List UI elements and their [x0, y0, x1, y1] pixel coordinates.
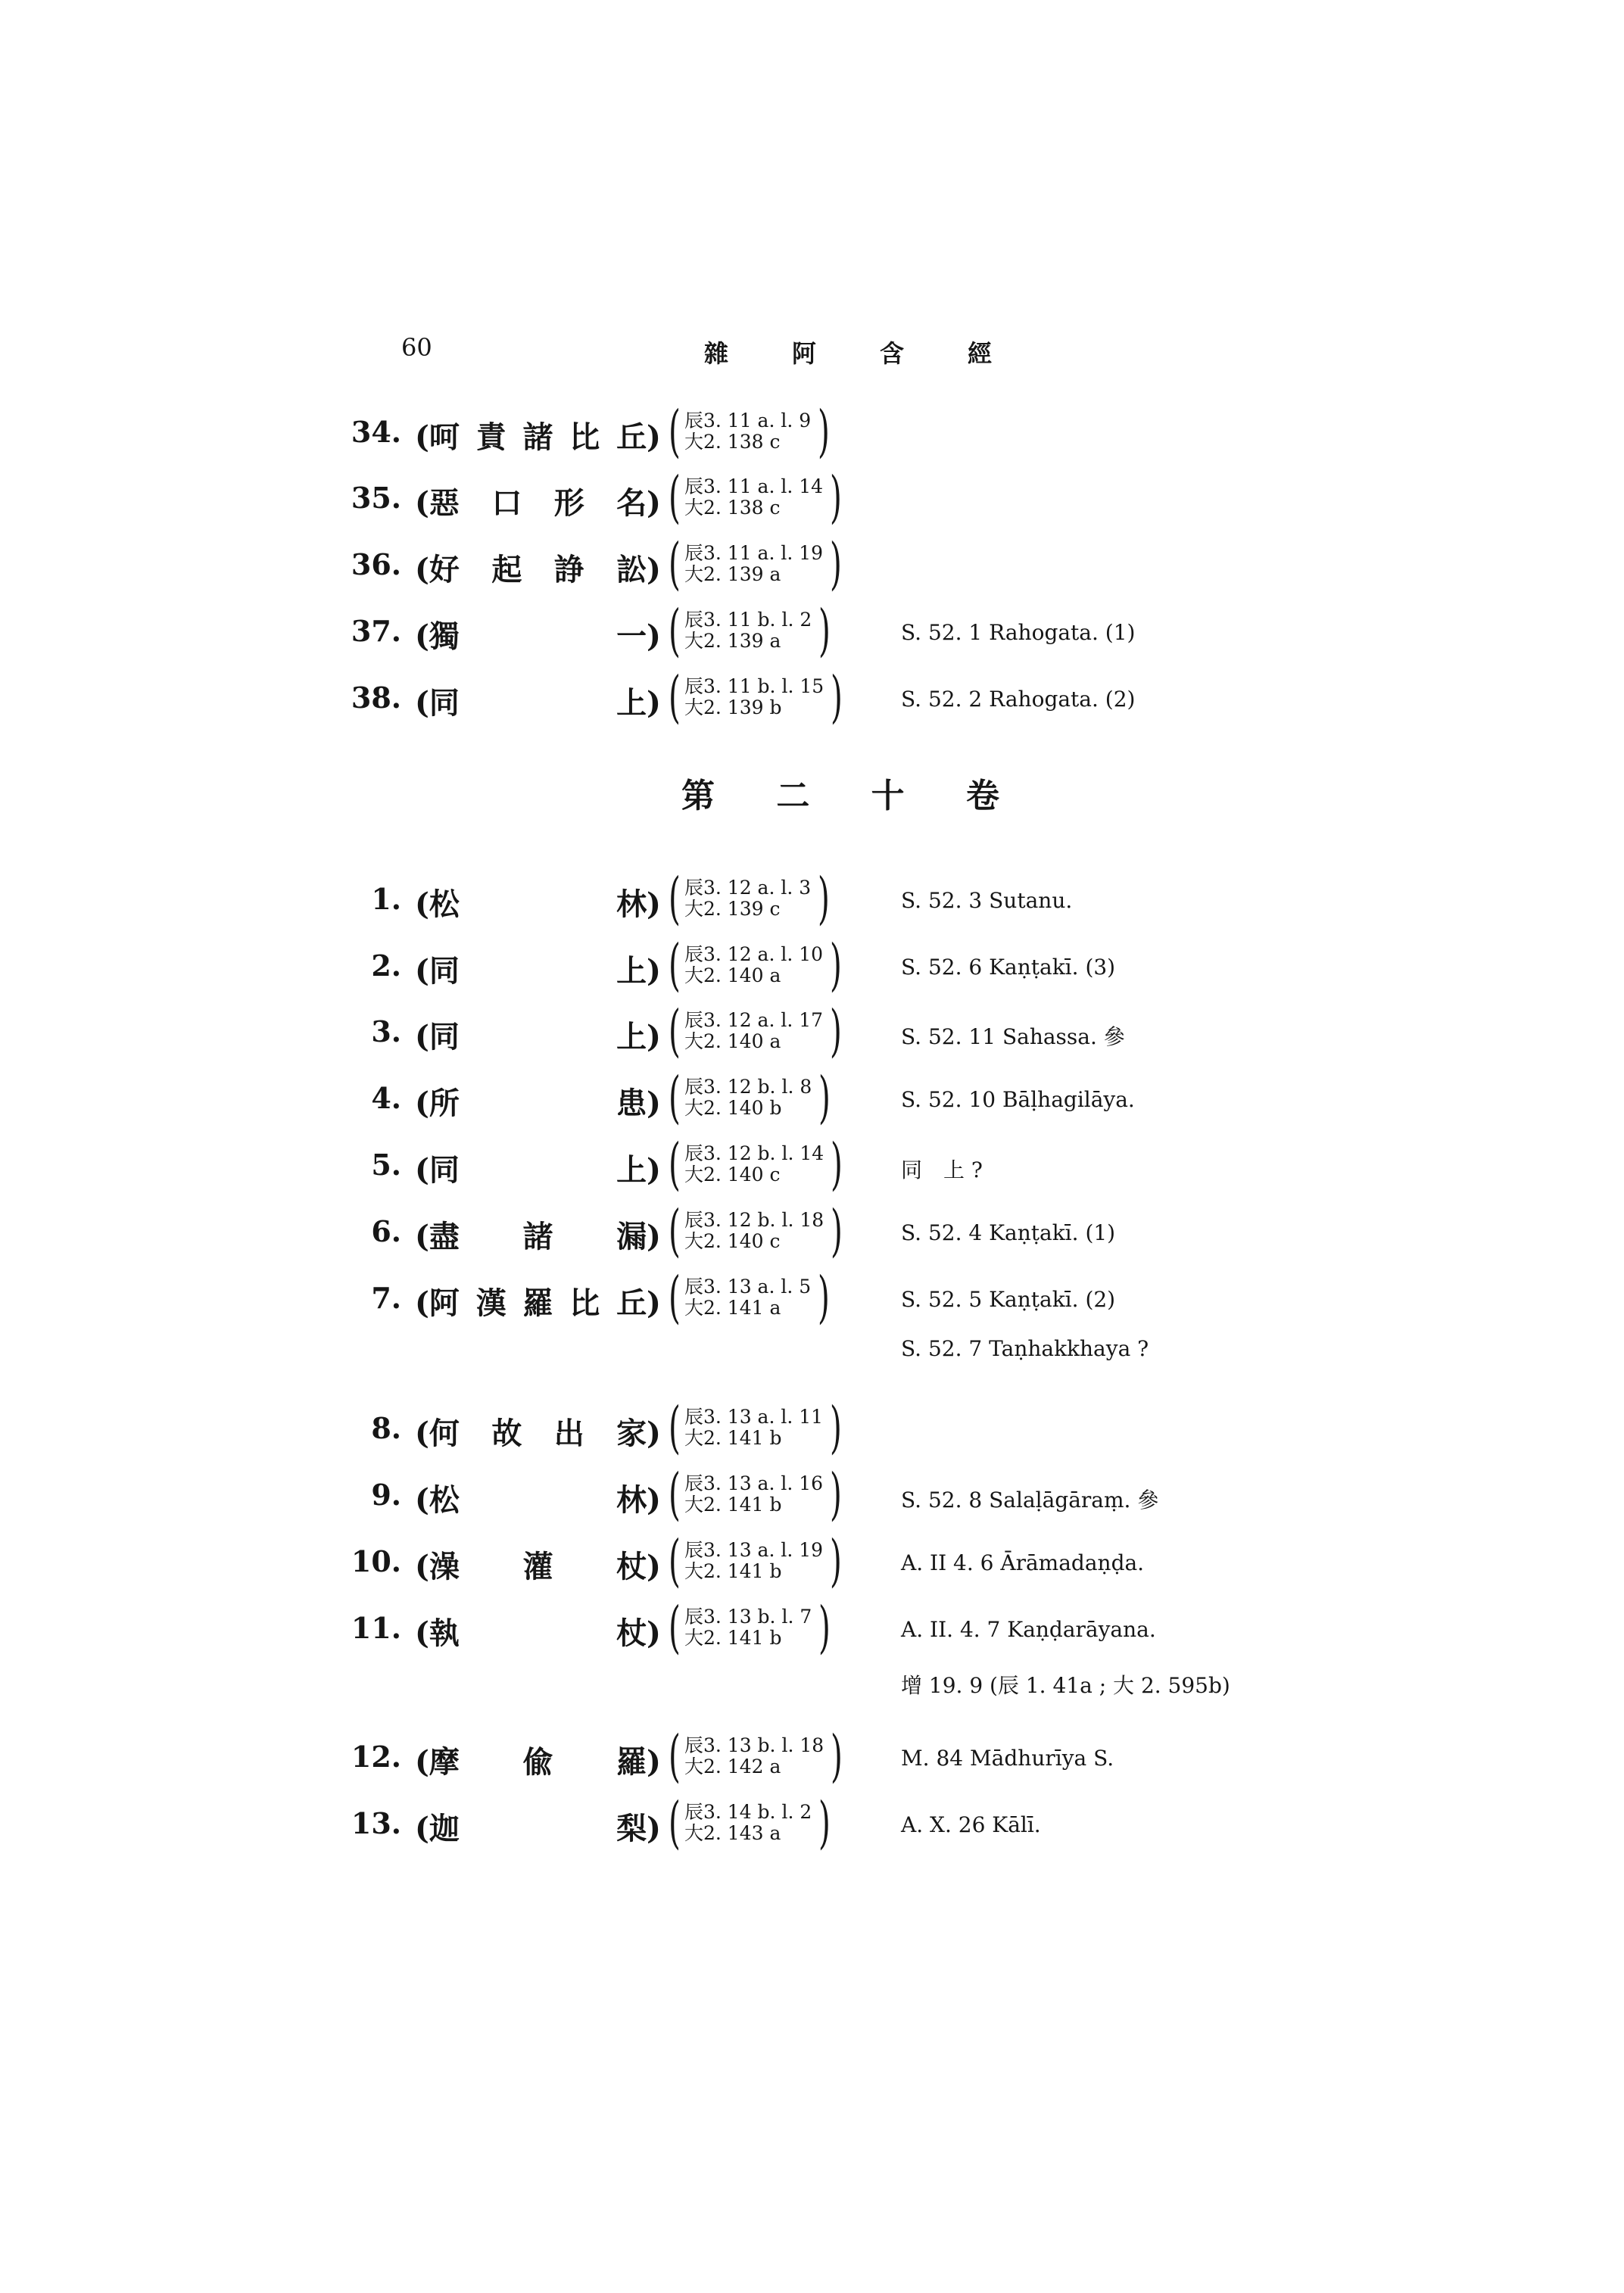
- reference-taisho: 大2. 140 a: [684, 964, 781, 986]
- close-bracket: ): [831, 665, 843, 730]
- sutra-row: [0, 933, 1624, 998]
- open-bracket: (: [668, 399, 681, 464]
- sutra-number: 5.: [371, 1148, 401, 1182]
- sutra-title-part: (同: [415, 1019, 460, 1055]
- edition-references: [665, 401, 869, 462]
- sutra-title: [415, 1543, 661, 1586]
- edition-references: [665, 1726, 869, 1787]
- open-bracket: (: [668, 933, 681, 998]
- sutra-number: 9.: [371, 1478, 401, 1512]
- edition-references: [665, 933, 869, 998]
- open-bracket: (: [668, 866, 681, 931]
- reference-stack: [684, 1802, 812, 1844]
- edition-references: [665, 1790, 869, 1855]
- reference-stack: [684, 476, 823, 519]
- sutra-title: [415, 947, 661, 990]
- edition-references: [665, 1528, 869, 1594]
- sutra-title-part: 故: [491, 1416, 522, 1451]
- page-number: 60: [401, 333, 432, 362]
- close-bracket: ): [831, 1198, 843, 1263]
- sutra-row: [0, 600, 1624, 661]
- sutra-row: [0, 467, 1624, 528]
- edition-references: [665, 1267, 869, 1328]
- close-bracket: ): [830, 1395, 842, 1460]
- sutra-number: 6.: [371, 1214, 401, 1248]
- sutra-title-part: 比: [569, 419, 600, 455]
- sutra-title: [415, 1279, 661, 1323]
- reference-taisho: 大2. 139 b: [684, 696, 782, 718]
- reference-taisho: 大2. 140 c: [684, 1230, 781, 1252]
- close-bracket: ): [830, 999, 842, 1064]
- sutra-number: 34.: [351, 415, 401, 449]
- sutra-row: [0, 999, 1624, 1064]
- close-bracket: ): [830, 465, 842, 530]
- sutra-number: 35.: [351, 481, 401, 515]
- pali-parallel: M. 84 Mādhurīya S.: [901, 1746, 1114, 1771]
- open-bracket: (: [668, 1724, 681, 1789]
- pali-parallel: S. 52. 6 Kaṇṭakī. (3): [901, 955, 1116, 980]
- close-bracket: ): [818, 866, 830, 931]
- sutra-row: [0, 1597, 1624, 1658]
- reference-taisho: 大2. 141 b: [684, 1427, 782, 1449]
- reference-chen: 辰3. 13 a. l. 5: [684, 1276, 812, 1298]
- sutra-title-part: 羅: [522, 1285, 553, 1321]
- sutra-title-part: 上): [616, 1019, 661, 1055]
- edition-references: [665, 1464, 869, 1525]
- pali-parallel: A. II 4. 6 Ārāmadaṇḍa.: [901, 1550, 1145, 1575]
- sutra-title: [415, 1410, 661, 1453]
- sutra-number: 13.: [351, 1806, 401, 1840]
- reference-taisho: 大2. 140 b: [684, 1097, 782, 1119]
- sutra-number: 38.: [351, 681, 401, 715]
- edition-references: [665, 868, 869, 929]
- sutra-title: [415, 1146, 661, 1189]
- reference-taisho: 大2. 138 c: [684, 497, 781, 519]
- edition-references: [665, 999, 869, 1064]
- pali-parallel: S. 52. 1 Rahogata. (1): [901, 620, 1136, 645]
- sutra-title: [415, 679, 661, 722]
- running-head-char: 經: [967, 339, 992, 368]
- sutra-title: [415, 1013, 661, 1056]
- sutra-row: [0, 1198, 1624, 1263]
- reference-chen: 辰3. 11 b. l. 2: [684, 609, 812, 631]
- sutra-number: 11.: [351, 1611, 401, 1645]
- reference-chen: 辰3. 12 b. l. 14: [684, 1142, 824, 1164]
- sutra-title: [415, 1738, 661, 1781]
- sutra-title-part: (呵: [415, 419, 460, 455]
- reference-chen: 辰3. 12 a. l. 10: [684, 943, 824, 965]
- close-bracket: ): [831, 1724, 843, 1789]
- reference-taisho: 大2. 141 b: [684, 1627, 782, 1649]
- sutra-number: 37.: [351, 614, 401, 648]
- reference-stack: [684, 1010, 823, 1052]
- reference-chen: 辰3. 13 a. l. 11: [684, 1406, 824, 1428]
- sutra-row: [0, 1397, 1624, 1458]
- sutra-row: [0, 868, 1624, 929]
- reference-stack: [684, 1143, 824, 1185]
- close-bracket: ): [830, 933, 842, 998]
- sutra-title-part: 羅): [616, 1744, 661, 1780]
- open-bracket: (: [668, 531, 681, 597]
- sutra-title-part: (阿: [415, 1285, 460, 1321]
- close-bracket: ): [830, 1528, 842, 1594]
- edition-references: [665, 467, 869, 528]
- sutra-title-part: (好: [415, 552, 460, 587]
- sutra-title-part: 出: [553, 1416, 584, 1451]
- reference-taisho: 大2. 140 a: [684, 1030, 781, 1052]
- sutra-row: [0, 531, 1624, 597]
- pali-parallel: S. 52. 2 Rahogata. (2): [901, 687, 1136, 712]
- reference-stack: [684, 1210, 824, 1252]
- reference-stack: [684, 410, 811, 453]
- reference-stack: [684, 1735, 824, 1777]
- reference-stack: [684, 944, 823, 986]
- pali-parallel: A. X. 26 Kālī.: [901, 1812, 1041, 1837]
- sutra-number: 8.: [371, 1411, 401, 1445]
- sutra-title-part: 林): [616, 886, 661, 922]
- edition-references: [665, 1067, 869, 1128]
- running-head-char: 阿: [791, 339, 816, 368]
- sutra-title-part: 比: [569, 1285, 600, 1321]
- running-head-char: 雜: [704, 339, 729, 368]
- sutra-number: 10.: [351, 1544, 401, 1578]
- sutra-title-part: 丘): [616, 419, 661, 455]
- sutra-number: 36.: [351, 547, 401, 581]
- open-bracket: (: [668, 465, 681, 530]
- running-head-char: 含: [879, 339, 904, 368]
- reference-chen: 辰3. 14 b. l. 2: [684, 1801, 812, 1823]
- running-head: [704, 335, 992, 369]
- sutra-title: [415, 612, 661, 656]
- reference-stack: [684, 543, 823, 585]
- reference-stack: [684, 1473, 823, 1516]
- reference-taisho: 大2. 140 c: [684, 1164, 781, 1185]
- sutra-title-part: 形: [553, 485, 584, 521]
- sutra-title-part: (獨: [415, 618, 460, 654]
- sutra-title-part: (所: [415, 1086, 460, 1121]
- sutra-title-part: (何: [415, 1416, 460, 1451]
- sutra-title-part: (迦: [415, 1811, 460, 1846]
- edition-references: [665, 600, 869, 661]
- close-bracket: ): [830, 531, 842, 597]
- sutra-row: [0, 1067, 1624, 1128]
- pali-parallel: S. 52. 11 Sahassa. 參: [901, 1024, 1125, 1049]
- reference-chen: 辰3. 11 a. l. 19: [684, 542, 824, 564]
- sutra-title: [415, 1476, 661, 1519]
- reference-stack: [684, 877, 811, 920]
- sutra-title-part: 諸: [522, 1219, 553, 1254]
- sutra-title-part: (摩: [415, 1744, 460, 1780]
- close-bracket: ): [818, 1595, 831, 1660]
- sutra-title-part: (同: [415, 685, 460, 721]
- sutra-title-part: 諍: [553, 552, 584, 587]
- reference-chen: 辰3. 12 a. l. 3: [684, 877, 812, 899]
- open-bracket: (: [668, 1395, 681, 1460]
- open-bracket: (: [668, 1595, 681, 1660]
- sutra-title-part: 起: [491, 552, 522, 587]
- pali-parallel: S. 52. 3 Sutanu.: [901, 888, 1073, 913]
- reference-taisho: 大2. 141 b: [684, 1494, 782, 1516]
- close-bracket: ): [818, 1790, 831, 1855]
- juan-heading-char: 卷: [965, 777, 999, 815]
- open-bracket: (: [668, 1790, 681, 1855]
- open-bracket: (: [668, 1462, 681, 1527]
- reference-stack: [684, 1540, 823, 1582]
- close-bracket: ): [818, 1065, 831, 1130]
- close-bracket: ): [818, 1265, 830, 1330]
- close-bracket: ): [818, 399, 830, 464]
- sutra-title-part: (松: [415, 886, 460, 922]
- sutra-title-part: 口: [491, 485, 522, 521]
- sutra-title-part: 杖): [616, 1549, 661, 1584]
- sutra-title-part: 丘): [616, 1285, 661, 1321]
- juan-heading-char: 第: [681, 777, 715, 815]
- open-bracket: (: [668, 1528, 681, 1594]
- open-bracket: (: [668, 665, 681, 730]
- reference-chen: 辰3. 11 a. l. 9: [684, 410, 812, 431]
- reference-stack: [684, 609, 812, 652]
- reference-chen: 辰3. 11 b. l. 15: [684, 675, 824, 697]
- sutra-title: [415, 1609, 661, 1653]
- open-bracket: (: [668, 598, 681, 663]
- sutra-number: 3.: [371, 1014, 401, 1048]
- sutra-row: [0, 1726, 1624, 1787]
- sutra-title-part: (盡: [415, 1219, 460, 1254]
- reference-taisho: 大2. 139 c: [684, 898, 781, 920]
- sutra-row: [0, 1464, 1624, 1525]
- sutra-number: 1.: [371, 882, 401, 916]
- sutra-row: [0, 401, 1624, 462]
- reference-chen: 辰3. 13 a. l. 16: [684, 1472, 824, 1494]
- juan-heading-char: 二: [776, 777, 810, 815]
- pali-parallel: S. 52. 8 Salaḷāgāraṃ. 參: [901, 1488, 1159, 1513]
- reference-chen: 辰3. 11 a. l. 14: [684, 475, 824, 497]
- edition-references: [665, 531, 869, 597]
- reference-taisho: 大2. 138 c: [684, 431, 781, 453]
- edition-references: [665, 1597, 869, 1658]
- reference-chen: 辰3. 12 b. l. 18: [684, 1209, 824, 1231]
- reference-stack: [684, 676, 824, 718]
- reference-taisho: 大2. 139 a: [684, 563, 781, 585]
- reference-chen: 辰3. 12 a. l. 17: [684, 1009, 824, 1031]
- sutra-title-part: (松: [415, 1482, 460, 1518]
- juan-heading: [681, 768, 999, 817]
- open-bracket: (: [668, 1132, 681, 1197]
- sutra-title: [415, 1805, 661, 1848]
- sutra-number: 12.: [351, 1740, 401, 1774]
- sutra-title: [415, 413, 661, 456]
- sutra-title-part: (執: [415, 1615, 460, 1651]
- sutra-row: [0, 1267, 1624, 1328]
- open-bracket: (: [668, 1065, 681, 1130]
- sutra-title-part: 家): [616, 1416, 661, 1451]
- sutra-title-part: 梨): [616, 1811, 661, 1846]
- edition-references: [665, 1397, 869, 1458]
- reference-chen: 辰3. 13 b. l. 18: [684, 1734, 824, 1756]
- reference-taisho: 大2. 143 a: [684, 1822, 781, 1844]
- reference-taisho: 大2. 141 a: [684, 1297, 781, 1319]
- sutra-title-part: (澡: [415, 1549, 460, 1584]
- pali-parallel: 同 上 ?: [901, 1157, 983, 1182]
- sutra-title: [415, 1080, 661, 1123]
- reference-chen: 辰3. 13 b. l. 7: [684, 1606, 812, 1628]
- juan-heading-char: 十: [871, 777, 905, 815]
- sutra-title-part: 杖): [616, 1615, 661, 1651]
- pali-parallel: S. 52. 10 Bāḷhagilāya.: [901, 1087, 1135, 1112]
- open-bracket: (: [668, 1198, 681, 1263]
- sutra-title-part: 訟): [616, 552, 661, 587]
- open-bracket: (: [668, 1265, 681, 1330]
- sutra-title-part: 上): [616, 1152, 661, 1188]
- open-bracket: (: [668, 999, 681, 1064]
- sutra-title-part: 漏): [616, 1219, 661, 1254]
- reference-chen: 辰3. 13 a. l. 19: [684, 1539, 824, 1561]
- sutra-title-part: 上): [616, 685, 661, 721]
- sutra-title-part: (惡: [415, 485, 460, 521]
- sutra-row: [0, 1528, 1624, 1594]
- sutra-number: 4.: [371, 1081, 401, 1115]
- sutra-title-part: (同: [415, 953, 460, 989]
- sutra-title-part: 患): [616, 1086, 661, 1121]
- sutra-title-part: (同: [415, 1152, 460, 1188]
- sutra-number: 7.: [371, 1281, 401, 1315]
- extra-parallel-line: S. 52. 7 Taṇhakkhaya ?: [901, 1336, 1149, 1361]
- pali-parallel: S. 52. 5 Kaṇṭakī. (2): [901, 1287, 1116, 1312]
- edition-references: [665, 665, 869, 730]
- sutra-title: [415, 546, 661, 589]
- edition-references: [665, 1198, 869, 1263]
- sutra-title-part: 林): [616, 1482, 661, 1518]
- reference-taisho: 大2. 139 a: [684, 630, 781, 652]
- close-bracket: ): [830, 1462, 842, 1527]
- sutra-title-part: 名): [616, 485, 661, 521]
- extra-parallel-line: 增 19. 9 (辰 1. 41a ; 大 2. 595b): [901, 1673, 1230, 1698]
- sutra-title-part: 責: [475, 419, 507, 455]
- reference-stack: [684, 1276, 811, 1319]
- sutra-number: 2.: [371, 949, 401, 983]
- pali-parallel: S. 52. 4 Kaṇṭakī. (1): [901, 1220, 1116, 1245]
- sutra-title: [415, 1213, 661, 1256]
- reference-stack: [684, 1606, 812, 1649]
- close-bracket: ): [818, 598, 831, 663]
- close-bracket: ): [831, 1132, 843, 1197]
- reference-stack: [684, 1407, 823, 1449]
- edition-references: [665, 1134, 869, 1195]
- sutra-row: [0, 665, 1624, 730]
- sutra-title-part: 漢: [475, 1285, 507, 1321]
- reference-taisho: 大2. 141 b: [684, 1560, 782, 1582]
- pali-parallel: A. II. 4. 7 Kaṇḍarāyana.: [901, 1617, 1156, 1642]
- sutra-row: [0, 1790, 1624, 1855]
- sutra-title: [415, 479, 661, 522]
- reference-chen: 辰3. 12 b. l. 8: [684, 1076, 812, 1098]
- reference-stack: [684, 1076, 812, 1119]
- sutra-title-part: 一): [616, 618, 661, 654]
- sutra-title: [415, 880, 661, 924]
- sutra-title-part: 偸: [522, 1744, 553, 1780]
- sutra-title-part: 上): [616, 953, 661, 989]
- reference-taisho: 大2. 142 a: [684, 1756, 781, 1777]
- sutra-row: [0, 1134, 1624, 1195]
- sutra-title-part: 諸: [522, 419, 553, 455]
- sutra-title-part: 灌: [522, 1549, 553, 1584]
